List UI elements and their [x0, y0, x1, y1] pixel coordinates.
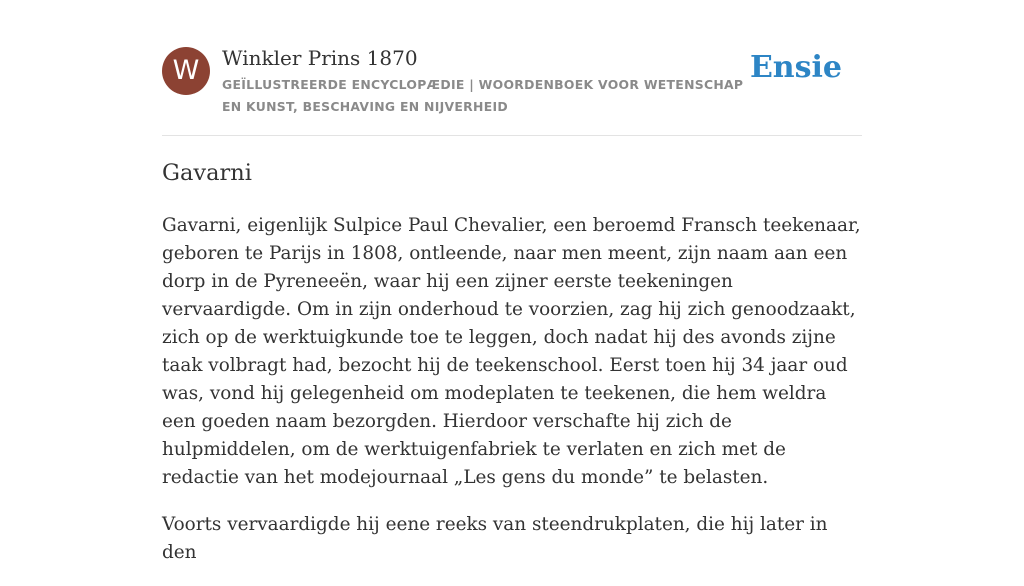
source-subtitle: GEÏLLUSTREERDE ENCYCLOPÆDIE | WOORDENBOEK VOOR WETENSCHAP EN KUNST, BESCHAVING EN NIJVERHEID — [222, 77, 744, 114]
header-divider — [162, 135, 862, 136]
article-paragraph: Voorts vervaardigde hij eene reeks van steendrukplaten, die hij later in den — [162, 514, 828, 563]
source-avatar: W — [162, 47, 210, 95]
article-paragraph: Gavarni, eigenlijk Sulpice Paul Chevalier, een beroemd Fransch teekenaar, geboren te Parijs in 1808, ontleende, naar men meent, zijn naam aan een dorp in de Pyreneeën, waar hij een zijner eerste teekeningen vervaardigde. Om in zijn onderhoud te voorzien, zag hij zich genoodzaakt, zich op de werktuigkunde toe te leggen, doch nadat hij des avonds zijne taak volbragt had, bezocht hij de teekenschool. Eerst toen hij 34 jaar oud was, vond hij gelegenheid om modeplaten te teekenen, die hem weldra een goeden naam bezorgden. Hierdoor verschafte hij zich de hulpmiddelen, om de werktuigenfabriek te verlaten en zich met de redactie van het modejournaal „Les gens du monde” te belasten. — [162, 215, 861, 488]
ensie-logo-link[interactable]: Ensie — [749, 50, 842, 85]
article-body — [162, 212, 862, 586]
source-title[interactable]: Winkler Prins 1870 — [222, 46, 418, 70]
article-title: Gavarni — [162, 160, 252, 186]
